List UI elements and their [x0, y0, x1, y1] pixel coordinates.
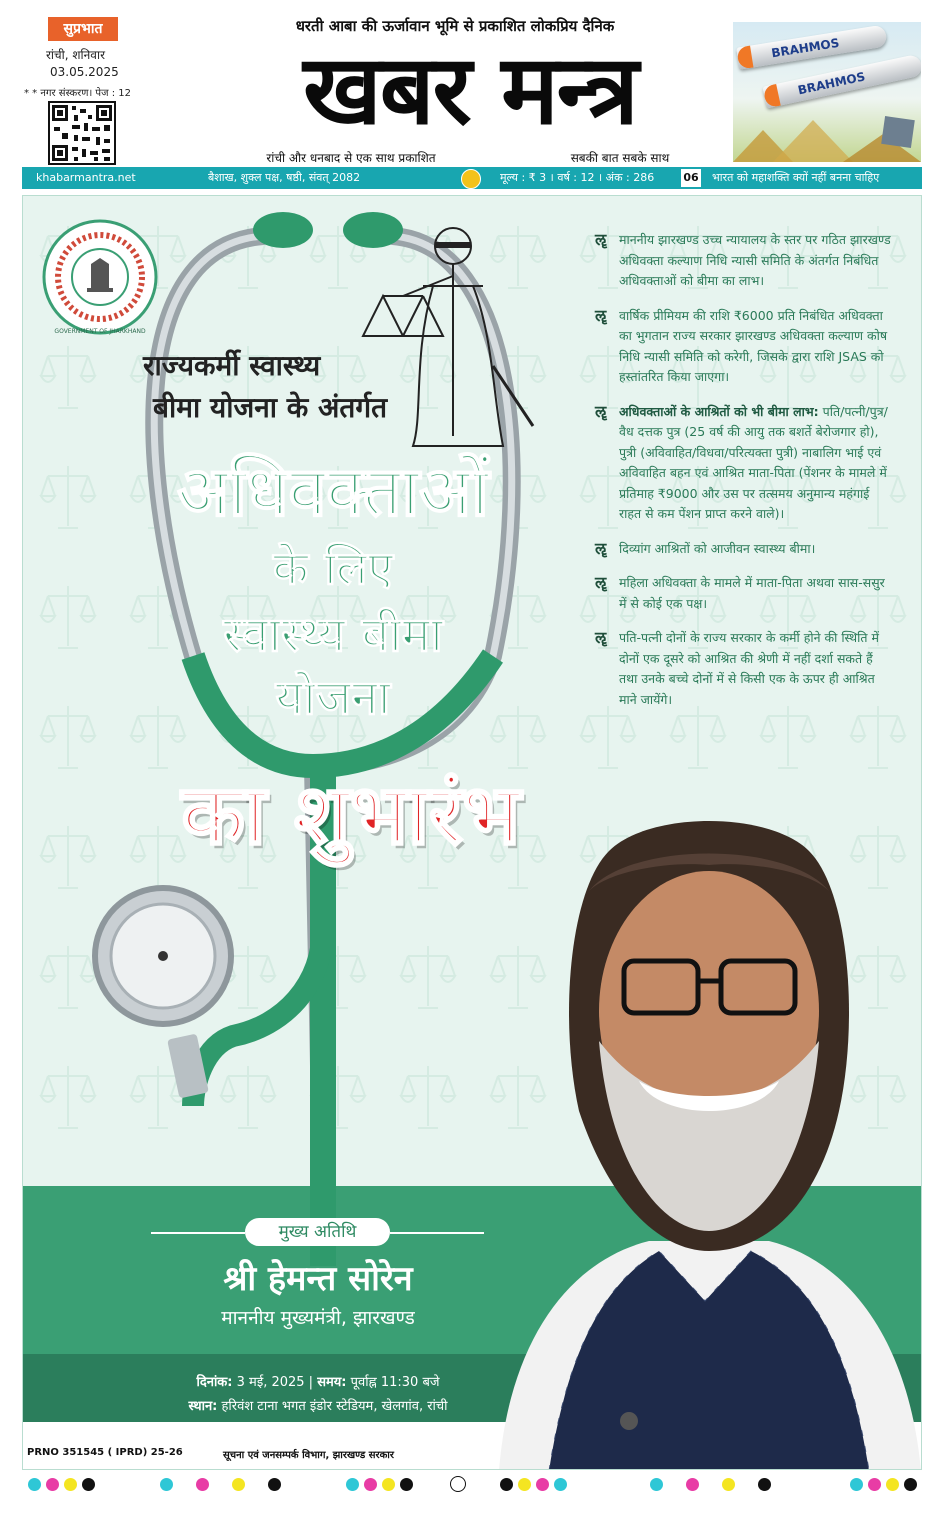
- bullet-text: वार्षिक प्रीमियम की राशि ₹6000 प्रति निबंधित अधिवक्ता का भुगतान राज्य सरकार झारखण्ड अधिवक्ता कल्याण कोष निधि न्यासी समिति को करेगी, जिसके द्वारा राशि JSAS को हस्तांतरित किया जाएगा।: [619, 307, 888, 384]
- hindu-calendar: बैशाख, शुक्ल पक्ष, षष्ठी, संवत् 2082: [208, 171, 361, 184]
- list-item: [595, 573, 891, 614]
- bullet-icon: ॡ: [595, 305, 607, 325]
- seal-caption: GOVERNMENT OF JHARKHAND: [54, 328, 146, 335]
- event-venue: [143, 1396, 493, 1414]
- heading-scheme: योजना: [275, 670, 391, 726]
- list-item: [595, 230, 891, 292]
- black-dot-icon: [400, 1478, 413, 1491]
- chief-guest-label: मुख्य अतिथि: [245, 1218, 390, 1246]
- cyan-dot-icon: [160, 1478, 173, 1491]
- bullet-icon: ॡ: [595, 538, 607, 558]
- magenta-dot-icon: [364, 1478, 377, 1491]
- printer-registration-marks: [0, 1475, 945, 1495]
- benefits-list: [595, 230, 891, 724]
- magenta-dot-icon: [196, 1478, 209, 1491]
- brahmos-side-ad[interactable]: [733, 22, 921, 162]
- issue-date: 03.05.2025: [50, 65, 119, 79]
- bullet-icon: ॡ: [595, 573, 607, 592]
- black-dot-icon: [758, 1478, 771, 1491]
- chief-guest-name: श्री हेमन्त सोरेन: [223, 1259, 413, 1299]
- bullet-title: अधिवक्ताओं के आश्रितों को भी बीमा लाभ:: [619, 403, 819, 419]
- magenta-dot-icon: [536, 1478, 549, 1491]
- publication-cities: रांची और धनबाद से एक साथ प्रकाशित: [266, 151, 436, 165]
- black-dot-icon: [82, 1478, 95, 1491]
- yellow-dot-icon: [886, 1478, 899, 1491]
- bullet-icon: ॡ: [595, 230, 607, 249]
- edition-badge: सुप्रभात: [48, 17, 118, 41]
- heading-line-2: बीमा योजना के अंतर्गत: [153, 391, 388, 424]
- event-date-time: [143, 1372, 493, 1390]
- yellow-dot-icon: [382, 1478, 395, 1491]
- logo-icon: [461, 169, 481, 189]
- list-item: [595, 539, 891, 560]
- cyan-dot-icon: [650, 1478, 663, 1491]
- bullet-text: माननीय झारखण्ड उच्च न्यायालय के स्तर पर गठित झारखण्ड अधिवक्ता कल्याण निधि न्यासी समिति के अंतर्गत निबंधित अधिवक्ताओं को बीमा का लाभ।: [619, 232, 891, 288]
- black-dot-icon: [268, 1478, 281, 1491]
- government-seal-icon: [41, 218, 159, 336]
- advertisement-panel: [22, 195, 922, 1470]
- slogan: सबकी बात सबके साथ: [570, 151, 670, 165]
- black-dot-icon: [904, 1478, 917, 1491]
- chief-minister-portrait: [489, 781, 921, 1470]
- heading-health-insurance: स्वास्थ्य बीमा: [223, 607, 443, 663]
- time-value: पूर्वाह्न 11:30 बजे: [350, 1375, 440, 1390]
- guest-label-wrap: [143, 1218, 493, 1248]
- newspaper-name[interactable]: खबर मन्त्र: [303, 33, 637, 146]
- bullet-icon: ॡ: [595, 628, 607, 647]
- heading-ke-liye: के लिए: [273, 541, 393, 595]
- crosshair-icon: [450, 1476, 466, 1492]
- heading-launch: का शुभारंभ: [181, 768, 521, 863]
- divider: [151, 1232, 245, 1234]
- qr-code-icon[interactable]: [48, 101, 116, 165]
- venue-value: हरिवंश टाना भगत इंडोर स्टेडियम, खेलगांव, रांची: [221, 1399, 448, 1414]
- magenta-dot-icon: [46, 1478, 59, 1491]
- yellow-dot-icon: [64, 1478, 77, 1491]
- venue-label: स्थान:: [188, 1399, 218, 1414]
- date-label: दिनांक:: [196, 1375, 233, 1390]
- bullet-icon: ॡ: [595, 401, 607, 421]
- chief-guest-title: माननीय मुख्यमंत्री, झारखण्ड: [221, 1307, 415, 1329]
- website-link[interactable]: khabarmantra.net: [36, 171, 136, 184]
- palm-trees-icon: [733, 110, 921, 162]
- black-dot-icon: [500, 1478, 513, 1491]
- bullet-text: पति/पत्नी/पुत्र/वैध दत्तक पुत्र (25 वर्ष की आयु तक बशर्ते बेरोजगार हो), पुत्री (अविवाहित/विधवा/परित्यक्ता पुत्री) नाबालिग भाई एवं अविवाहित बहन एवं आश्रित माता-पिता (पेंशनर के मामले में प्रतिमाह ₹9000 और उस पर तत्समय अनुमान्य महंगाई राहत से कम पेंशन प्राप्त करने वाले)।: [619, 403, 888, 521]
- cyan-dot-icon: [346, 1478, 359, 1491]
- cyan-dot-icon: [28, 1478, 41, 1491]
- bullet-text: महिला अधिवक्ता के मामले में माता-पिता अथवा सास-ससुर में से कोई एक पक्ष।: [619, 575, 885, 611]
- yellow-dot-icon: [722, 1478, 735, 1491]
- cyan-dot-icon: [850, 1478, 863, 1491]
- bullet-text: दिव्यांग आश्रितों को आजीवन स्वास्थ्य बीमा।: [619, 540, 816, 556]
- yellow-dot-icon: [518, 1478, 531, 1491]
- pr-number: PRNO 351545 ( IPRD) 25-26: [27, 1447, 183, 1458]
- page-number: 06: [681, 169, 701, 187]
- side-ad-brand-2: BRAHMOS: [796, 69, 867, 98]
- list-item: [595, 306, 891, 388]
- list-item: [595, 402, 891, 525]
- list-item: [595, 628, 891, 710]
- department-credit: सूचना एवं जनसम्पर्क विभाग, झारखण्ड सरकार: [223, 1450, 394, 1461]
- yellow-dot-icon: [232, 1478, 245, 1491]
- missile-icon: [736, 24, 888, 69]
- edition-page: * * नगर संस्करण। पेज : 12: [24, 88, 131, 99]
- cyan-dot-icon: [554, 1478, 567, 1491]
- headline-teaser[interactable]: भारत को महाशक्ति क्यों नहीं बनना चाहिए: [712, 171, 880, 184]
- magenta-dot-icon: [686, 1478, 699, 1491]
- side-ad-brand-1: BRAHMOS: [770, 35, 841, 61]
- info-bar: [22, 167, 922, 189]
- bullet-text: पति-पत्नी दोनों के राज्य सरकार के कर्मी होने की स्थिति में दोनों एक दूसरे को आश्रित की श्रेणी में नहीं दर्शा सकते हैं तथा उनके बच्चे दोनों में से किसी एक के ऊपर ही आश्रित माने जायेंगे।: [619, 630, 879, 707]
- time-label: समय:: [317, 1375, 347, 1390]
- date-value: 3 मई, 2025 |: [236, 1375, 314, 1390]
- divider: [390, 1232, 484, 1234]
- city-day: रांची, शनिवार: [46, 48, 105, 62]
- price-issue: मूल्य : ₹ 3 । वर्ष : 12 । अंक : 286: [500, 171, 655, 184]
- masthead-tagline: धरती आबा की ऊर्जावान भूमि से प्रकाशित लोकप्रिय दैनिक: [295, 17, 615, 35]
- heading-line-1: राज्यकर्मी स्वास्थ्य: [143, 349, 321, 382]
- heading-advocates: अधिवक्ताओं: [177, 453, 489, 532]
- magenta-dot-icon: [868, 1478, 881, 1491]
